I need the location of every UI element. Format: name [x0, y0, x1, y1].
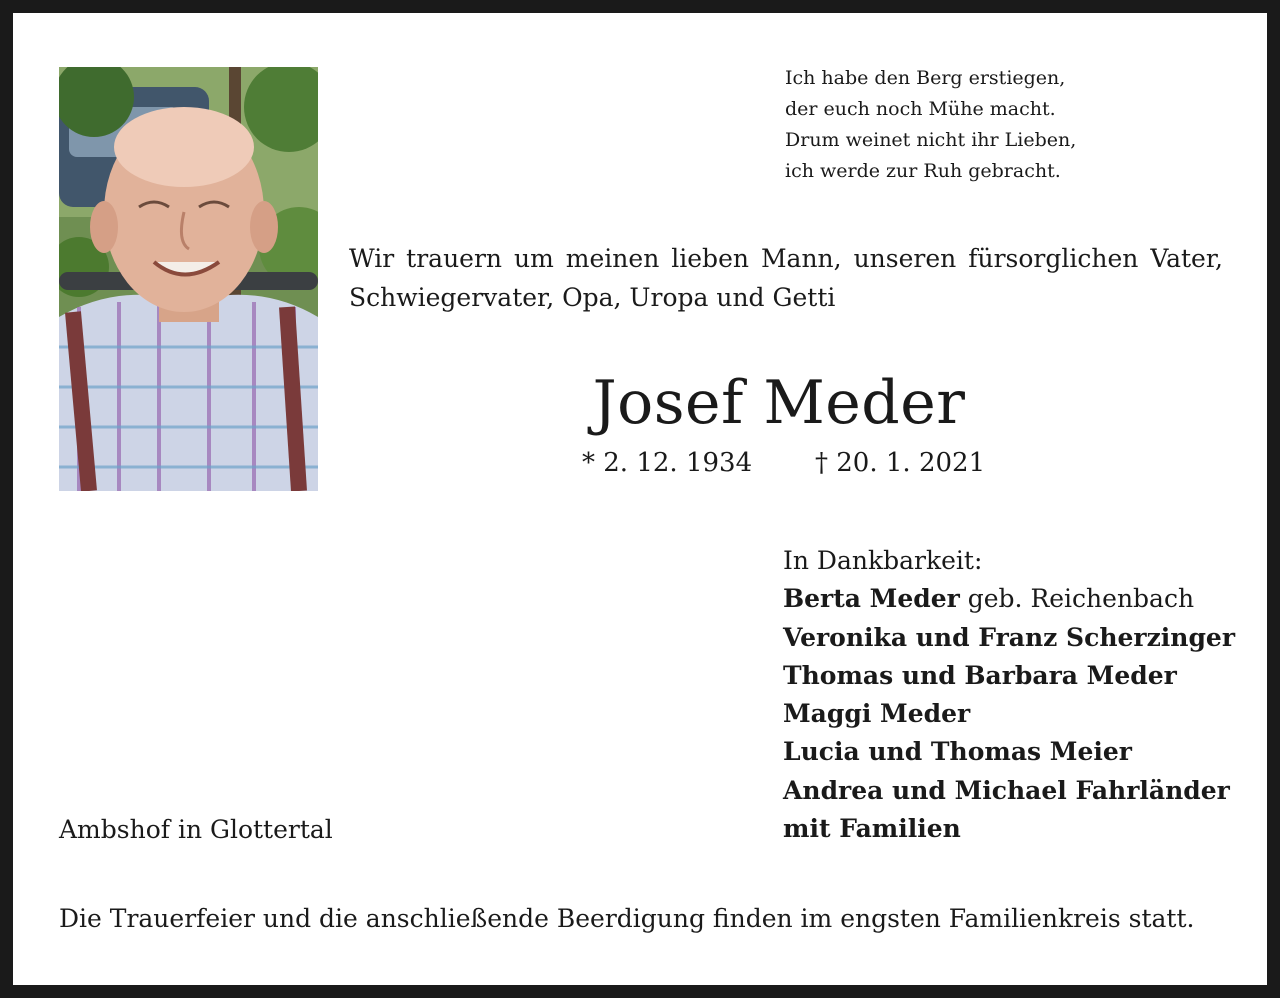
- mourner-name-suffix: geb. Reichenbach: [959, 584, 1195, 614]
- mourner-name: Thomas und Barbara Meder: [783, 660, 1177, 690]
- mourner-entry: [783, 619, 1235, 657]
- mourners-list: [783, 542, 1235, 848]
- poem: [785, 63, 1076, 187]
- mourner-entry: [783, 733, 1235, 771]
- funeral-notice: Die Trauerfeier und die anschließende Beerdigung finden im engsten Familienkreis statt.: [59, 904, 1195, 933]
- portrait-photo: [59, 67, 318, 491]
- mourner-name: Berta Meder: [783, 584, 960, 614]
- mourner-entry: [783, 695, 1235, 733]
- obituary-card: [13, 13, 1267, 985]
- mourner-name: Andrea und Michael Fahrländer: [783, 775, 1230, 805]
- poem-line: der euch noch Mühe macht.: [785, 98, 1056, 120]
- portrait-image: [59, 67, 318, 491]
- poem-line: Drum weinet nicht ihr Lieben,: [785, 129, 1077, 151]
- mourner-name: mit Familien: [783, 814, 961, 844]
- mourner-name: Lucia und Thomas Meier: [783, 737, 1132, 767]
- mourner-entry: [783, 810, 1235, 848]
- mourner-entry: [783, 657, 1235, 695]
- poem-line: ich werde zur Ruh gebracht.: [785, 160, 1061, 182]
- mourners-heading: In Dankbarkeit:: [783, 546, 983, 575]
- death-date: † 20. 1. 2021: [815, 448, 986, 478]
- birth-date: * 2. 12. 1934: [582, 448, 753, 478]
- mourner-name: Maggi Meder: [783, 699, 971, 729]
- mourner-entry: [783, 580, 1235, 618]
- mourner-entry: [783, 772, 1235, 810]
- deceased-name: Josef Meder: [592, 368, 966, 438]
- place-of-residence: Ambshof in Glottertal: [59, 815, 333, 844]
- poem-line: Ich habe den Berg erstiegen,: [785, 67, 1066, 89]
- mourner-name: Veronika und Franz Scherzinger: [783, 622, 1236, 652]
- mourning-intro: Wir trauern um meinen lieben Mann, unseren fürsorglichen Vater, Schwiegervater, Opa, Uropa und Getti: [349, 244, 1223, 312]
